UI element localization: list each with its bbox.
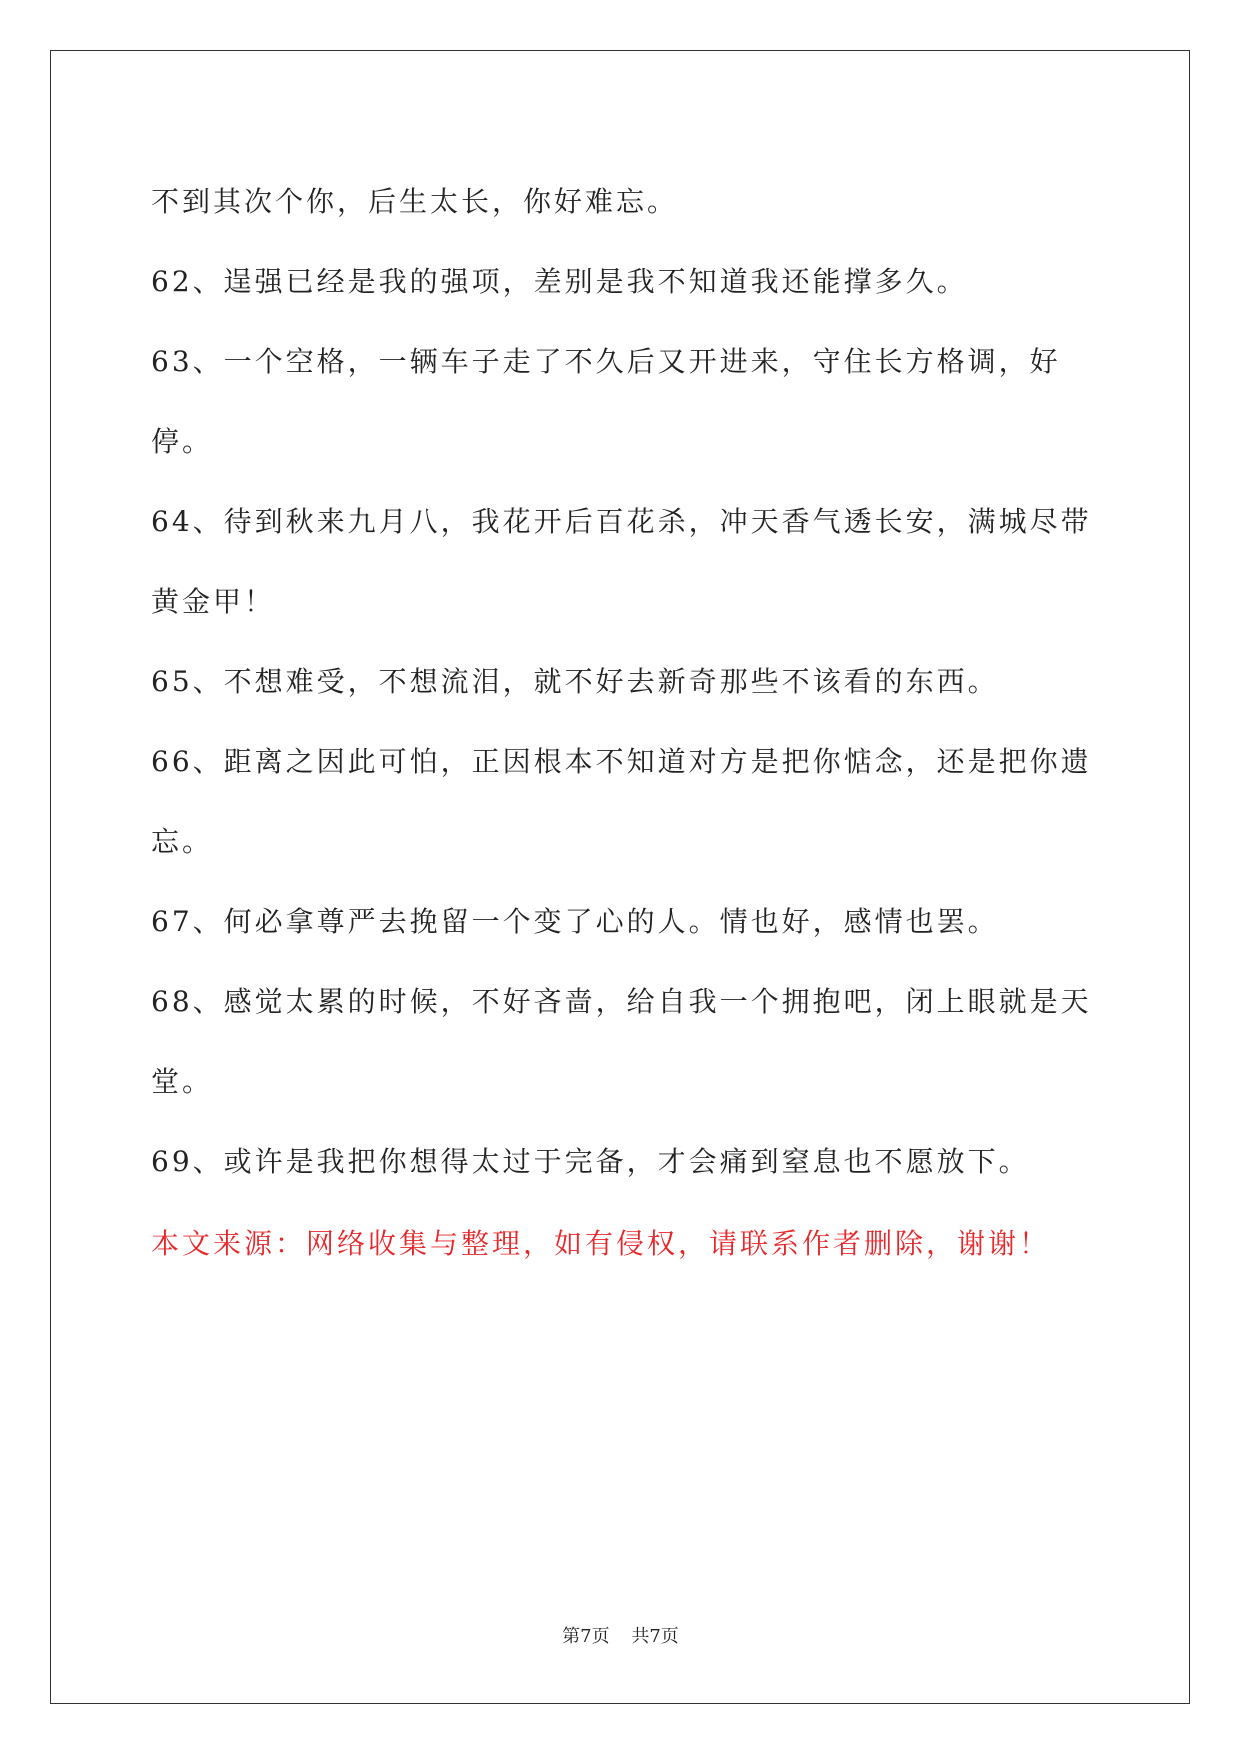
paragraph: 68、感觉太累的时候，不好吝啬，给自我一个拥抱吧，闭上眼就是天堂。 xyxy=(151,985,1092,1098)
source-note: 本文来源：网络收集与整理，如有侵权，请联系作者删除，谢谢！ xyxy=(151,1227,1051,1260)
paragraph: 66、距离之因此可怕，正因根本不知道对方是把你惦念，还是把你遗忘。 xyxy=(151,745,1092,858)
paragraph: 64、待到秋来九月八，我花开后百花杀，冲天香气透长安，满城尽带黄金甲！ xyxy=(151,505,1092,618)
page-footer xyxy=(0,1622,1241,1648)
paragraph: 62、逞强已经是我的强项，差别是我不知道我还能撑多久。 xyxy=(151,265,968,298)
paragraph: 不到其次个你，后生太长，你好难忘。 xyxy=(151,185,679,218)
paragraph: 69、或许是我把你想得太过于完备，才会痛到窒息也不愿放下。 xyxy=(151,1145,1030,1178)
document-body xyxy=(151,162,1101,1202)
paragraph: 67、何必拿尊严去挽留一个变了心的人。情也好，感情也罢。 xyxy=(151,905,999,938)
paragraph: 63、一个空格，一辆车子走了不久后又开进来，守住长方格调，好停。 xyxy=(151,345,1061,458)
page-number-current: 第7页 xyxy=(562,1626,610,1647)
page-number-total: 共7页 xyxy=(631,1626,679,1647)
paragraph: 65、不想难受，不想流泪，就不好去新奇那些不该看的东西。 xyxy=(151,665,999,698)
